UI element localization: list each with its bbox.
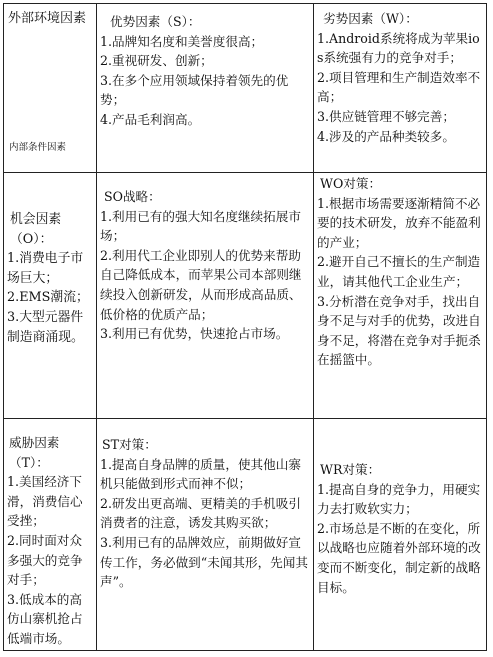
opportunities-content — [7, 210, 93, 347]
weaknesses-title: 劣势因素（W）： — [323, 11, 418, 26]
weaknesses-item: 4.涉及的产品种类较多。 — [317, 128, 455, 144]
st-strategy-item: 3.利用已有的品牌效应，前期做好宣传工作，务必做到“未闻其形，先闻其声”。 — [100, 534, 308, 590]
wo-strategy-cell — [314, 173, 486, 418]
wt-strategy-item: 1.提高自身的竞争力，用硬实力去打败软实力； — [317, 481, 481, 517]
wo-strategy-item: 2.避开自己不擅长的生产制造业，请其他代工企业生产； — [317, 254, 481, 289]
so-strategy-cell — [97, 173, 313, 418]
strengths-item: 4.产品毛利润高。 — [100, 111, 201, 127]
threats-item: 3.低成本的高仿山寨机抢占低端市场。 — [7, 591, 83, 646]
wo-strategy-content — [317, 174, 483, 370]
st-strategy-cell — [97, 419, 313, 650]
weaknesses-content — [317, 9, 483, 146]
weaknesses-item: 1.Android系统将成为苹果ios系统强有力的竞争对手； — [317, 30, 480, 66]
wo-strategy-title: WO对策： — [320, 176, 382, 191]
st-strategy-item: 2.研发出更高端、更精美的手机吸引消费者的注意，诱发其购买欲； — [100, 495, 301, 531]
st-strategy-title: ST对策： — [102, 437, 157, 452]
so-strategy-title: SO战略： — [104, 189, 161, 204]
st-strategy-item: 1.提高自身品牌的质量，使其他山寨机只能做到形式而神不似； — [100, 456, 301, 492]
opportunities-title: 机会因素（O）： — [10, 212, 62, 247]
strengths-cell — [97, 4, 313, 172]
weaknesses-cell — [314, 4, 486, 172]
so-strategy-item: 2.利用代工企业即别人的优势来帮助自己降低成本，而苹果公司本部则继续投入创新研发，从而形成高品质、低价格的优质产品； — [100, 247, 302, 322]
opportunities-cell — [4, 173, 96, 418]
wt-strategy-item: 2.市场总是不断的在变化，所以战略也应随着外部环境的改变而不断变化，制定新的战略目标。 — [317, 520, 481, 595]
strengths-item: 3.在多个应用领域保持着领先的优势； — [100, 72, 289, 108]
internal-factors-label: 内部条件因素 — [9, 142, 67, 153]
opportunities-item: 3.大型元器件制造商涌现。 — [7, 309, 84, 345]
threats-item: 1.美国经济下滑，消费信心受挫； — [7, 474, 83, 529]
wt-strategy-title: WR对策： — [320, 462, 381, 477]
wo-strategy-item: 3.分析潜在竞争对手，找出自身不足与对手的优势，改进自身不足，将潜在竞争对手扼杀在摇篮中。 — [317, 293, 481, 368]
external-factors-label: 外部环境因素 — [8, 11, 87, 26]
weaknesses-item: 2.项目管理和生产制造效率不高； — [317, 69, 481, 105]
wo-strategy-item: 1.根据市场需要逐渐精简不必要的技术研发，放弃不能盈利的产业； — [317, 195, 481, 250]
strengths-item: 1.品牌知名度和美誉度很高； — [100, 33, 264, 49]
weaknesses-item: 3.供应链管理不够完善； — [317, 108, 455, 124]
strengths-title: 优势因素（S）： — [110, 14, 201, 29]
wt-strategy-content — [317, 460, 483, 597]
threats-title: 威胁因素（T）： — [9, 435, 60, 470]
threats-content — [7, 433, 93, 649]
strengths-content — [100, 12, 310, 130]
threats-item: 2.同时面对众多强大的竞争对手； — [7, 532, 83, 588]
threats-cell — [4, 419, 96, 650]
so-strategy-content — [100, 187, 310, 344]
wt-strategy-cell — [314, 419, 486, 650]
so-strategy-item: 3.利用已有优势，快速抢占市场。 — [100, 326, 289, 342]
so-strategy-item: 1.利用已有的强大知名度继续拓展市场； — [100, 208, 301, 244]
header-corner-cell — [4, 4, 96, 172]
st-strategy-content — [100, 435, 310, 592]
opportunities-item: 2.EMS潮流； — [7, 290, 89, 306]
strengths-item: 2.重视研发、创新； — [100, 53, 213, 69]
opportunities-item: 1.消费电子市场巨大； — [7, 251, 84, 286]
